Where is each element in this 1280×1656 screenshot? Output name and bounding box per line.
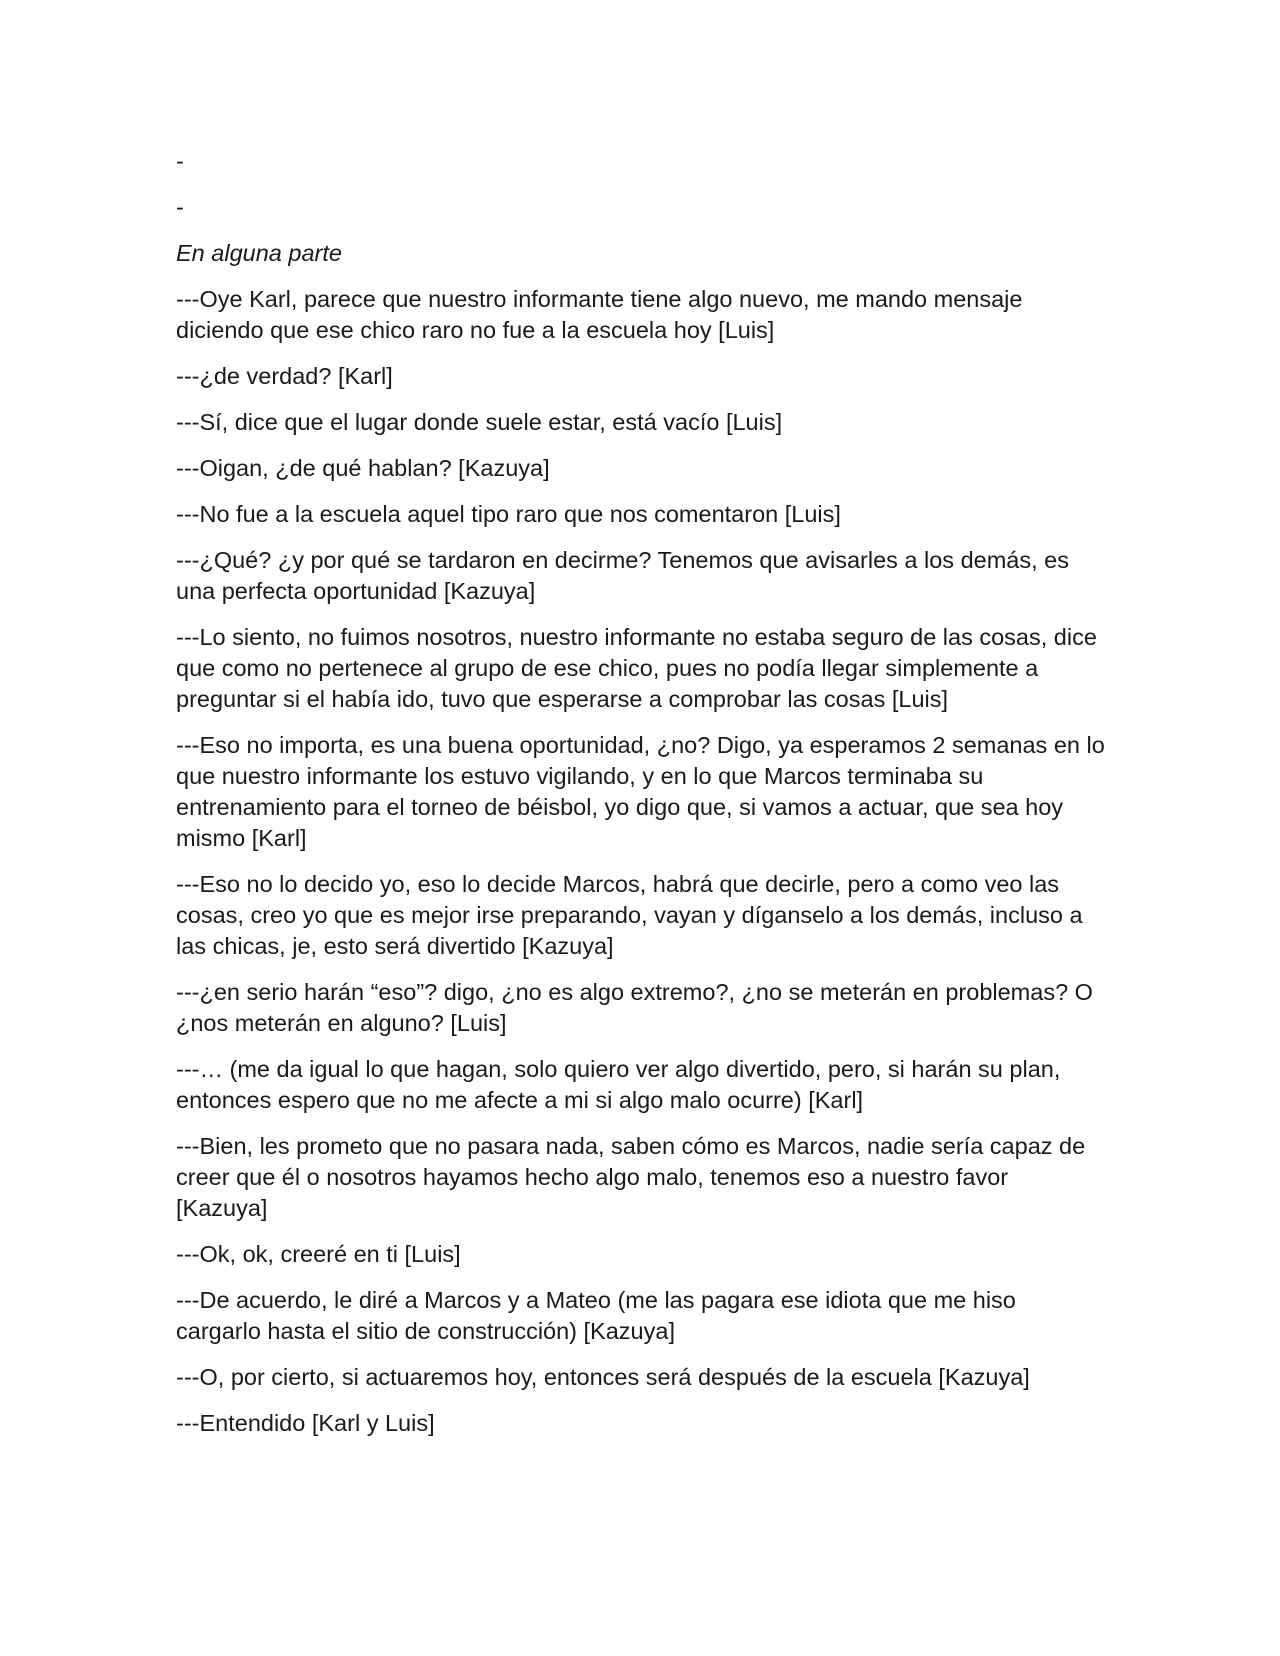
dialogue-line: ---Oye Karl, parece que nuestro informante tiene algo nuevo, me mando mensaje diciendo que ese chico raro no fue a la escuela hoy [Luis] (176, 286, 1023, 343)
dialogue-line: ---Eso no lo decido yo, eso lo decide Marcos, habrá que decirle, pero a como veo las cosas, creo yo que es mejor irse preparando, vayan y díganselo a los demás, incluso a las chicas, je, esto será divertido [Kazuya] (176, 871, 1083, 959)
dialogue-line: ---¿de verdad? [Karl] (176, 363, 393, 389)
scene-heading: En alguna parte (176, 240, 342, 266)
separator-line: - (176, 194, 184, 220)
document-body (176, 146, 1106, 1454)
dialogue-line: ---… (me da igual lo que hagan, solo quiero ver algo divertido, pero, si harán su plan, entonces espero que no me afecte a mi si algo malo ocurre) [Karl] (176, 1056, 1061, 1113)
dialogue-line: ---¿Qué? ¿y por qué se tardaron en decirme? Tenemos que avisarles a los demás, es una perfecta oportunidad [Kazuya] (176, 547, 1069, 604)
dialogue-line: ---¿en serio harán “eso”? digo, ¿no es algo extremo?, ¿no se meterán en problemas? O ¿nos meterán en alguno? [Luis] (176, 979, 1093, 1036)
dialogue-line: ---Lo siento, no fuimos nosotros, nuestro informante no estaba seguro de las cosas, dice que como no pertenece al grupo de ese chico, pues no podía llegar simplemente a preguntar si el había ido, tuvo que esperarse a comprobar las cosas [Luis] (176, 624, 1097, 712)
dialogue-line: ---De acuerdo, le diré a Marcos y a Mateo (me las pagara ese idiota que me hiso cargarlo hasta el sitio de construcción) [Kazuya] (176, 1287, 1016, 1344)
dialogue-line: ---Ok, ok, creeré en ti [Luis] (176, 1241, 461, 1267)
dialogue-line: ---No fue a la escuela aquel tipo raro que nos comentaron [Luis] (176, 501, 841, 527)
dialogue-line: ---Eso no importa, es una buena oportunidad, ¿no? Digo, ya esperamos 2 semanas en lo que nuestro informante los estuvo vigilando, y en lo que Marcos terminaba su entrenamiento para el torneo de béisbol, yo digo que, si vamos a actuar, que sea hoy mismo [Karl] (176, 732, 1105, 851)
dialogue-line: ---Oigan, ¿de qué hablan? [Kazuya] (176, 455, 550, 481)
dialogue-line: ---Bien, les prometo que no pasara nada, saben cómo es Marcos, nadie sería capaz de creer que él o nosotros hayamos hecho algo malo, tenemos eso a nuestro favor [Kazuya] (176, 1133, 1086, 1221)
dialogue-line: ---O, por cierto, si actuaremos hoy, entonces será después de la escuela [Kazuya] (176, 1364, 1030, 1390)
dialogue-line: ---Sí, dice que el lugar donde suele estar, está vacío [Luis] (176, 409, 783, 435)
separator-line: - (176, 148, 184, 174)
dialogue-line: ---Entendido [Karl y Luis] (176, 1410, 435, 1436)
